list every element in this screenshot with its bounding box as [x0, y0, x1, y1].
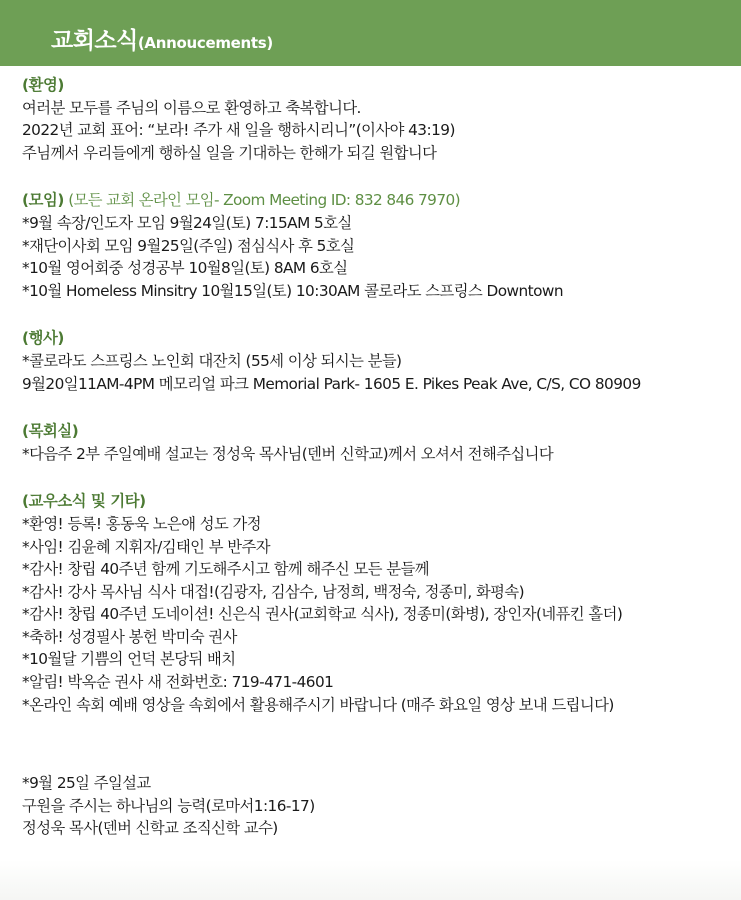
meetings-section — [22, 189, 731, 302]
meeting-item: *재단이사회 모임 9월25일(주일) 점심식사 후 5호실 — [22, 236, 355, 255]
sermon-line: 정성욱 목사(덴버 신학교 조직신학 교수) — [22, 819, 278, 838]
member-news-item: *사임! 김윤혜 지휘자/김태인 부 반주자 — [22, 537, 270, 556]
event-item: 9월20일11AM-4PM 메모리얼 파크 Memorial Park- 1605 E. Pikes Peak Ave, C/S, CO 80909 — [22, 374, 641, 393]
meetings-heading — [22, 189, 731, 212]
meetings-zoom-note: (모든 교회 온라인 모임- Zoom Meeting ID: 832 846 7970) — [63, 191, 460, 210]
announcements-body — [22, 74, 731, 840]
members-section — [22, 490, 731, 716]
header-banner — [0, 0, 741, 66]
member-news-item: *감사! 창립 40주년 도네이션! 신은식 권사(교회학교 식사), 정종미(화병), 장인자(네퓨킨 홀더) — [22, 605, 623, 624]
meeting-item: *10월 Homeless Minsitry 10월15일(토) 10:30AM 콜로라도 스프링스 Downtown — [22, 281, 564, 300]
sermon-section — [22, 772, 731, 840]
member-news-item: *축하! 성경필사 봉헌 박미숙 권사 — [22, 627, 237, 646]
events-heading: (행사) — [22, 329, 64, 348]
page-title — [51, 22, 273, 55]
meeting-item: *10월 영어회중 성경공부 10월8일(토) 8AM 6호실 — [22, 259, 348, 278]
pastoral-section — [22, 420, 731, 465]
member-news-item: *10월달 기쁨의 언덕 본당뒤 배치 — [22, 650, 236, 669]
events-section — [22, 327, 731, 395]
member-news-item: *알림! 박옥순 권사 새 전화번호: 719-471-4601 — [22, 673, 334, 692]
meetings-heading-label: (모임) — [22, 191, 64, 210]
welcome-line: 2022년 교회 표어: “보라! 주가 새 일을 행하시리니”(이사야 43:19) — [22, 121, 455, 140]
welcome-line: 주님께서 우리들에게 행하실 일을 기대하는 한해가 되길 원합니다 — [22, 143, 437, 162]
event-item: *콜로라도 스프링스 노인회 대잔치 (55세 이상 되시는 분들) — [22, 351, 402, 370]
page-title-english: (Annoucements) — [137, 34, 273, 52]
member-news-item: *감사! 창립 40주년 함께 기도해주시고 함께 해주신 모든 분들께 — [22, 560, 429, 579]
meeting-item: *9월 속장/인도자 모임 9월24일(토) 7:15AM 5호실 — [22, 213, 352, 232]
welcome-heading: (환영) — [22, 76, 64, 94]
member-news-item: *감사! 강사 목사님 식사 대접!(김광자, 김삼수, 남정희, 백정숙, 정종미, 화평속) — [22, 582, 525, 601]
sermon-line: 구원을 주시는 하나님의 능력(로마서1:16-17) — [22, 796, 315, 815]
member-news-item: *환영! 등록! 홍동욱 노은애 성도 가정 — [22, 514, 262, 533]
sermon-line: *9월 25일 주일설교 — [22, 774, 151, 793]
page-title-korean: 교회소식 — [51, 28, 138, 54]
member-news-item: *온라인 속회 예배 영상을 속회에서 활용해주시기 바랍니다 (매주 화요일 영상 보내 드립니다) — [22, 695, 614, 714]
pastoral-item: *다음주 2부 주일예배 설교는 정성욱 목사님(덴버 신학교)께서 오셔서 전해주십니다 — [22, 444, 554, 463]
bottom-shadow — [0, 860, 741, 900]
welcome-section — [22, 74, 731, 164]
welcome-line: 여러분 모두를 주님의 이름으로 환영하고 축복합니다. — [22, 98, 361, 117]
pastoral-heading: (목회실) — [22, 422, 79, 441]
members-heading: (교우소식 및 기타) — [22, 492, 146, 511]
